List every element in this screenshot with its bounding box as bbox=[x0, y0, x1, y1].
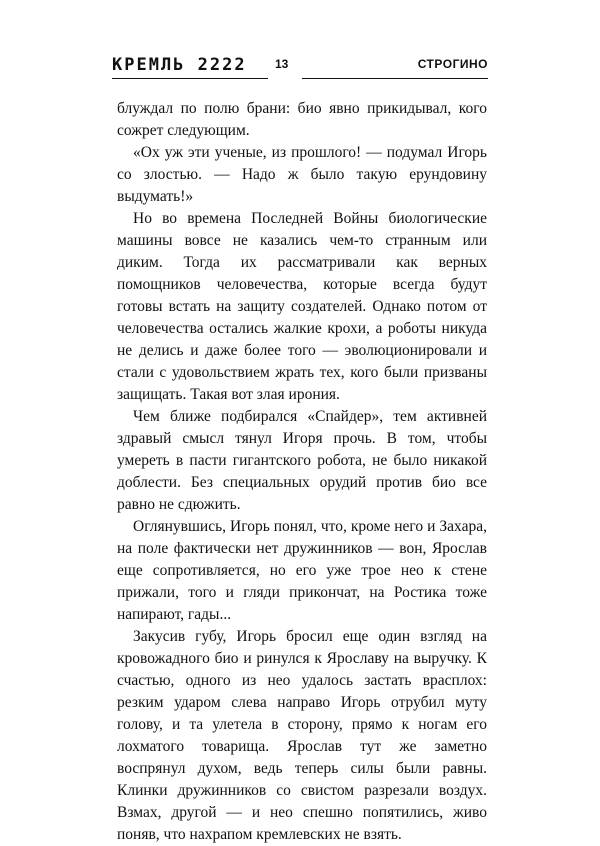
paragraph: «Ох уж эти ученые, из прошлого! — подумал Игорь со злостью. — Надо ж было такую ерундовину выдумать!» bbox=[117, 144, 487, 205]
paragraph: Закусив губу, Игорь бросил еще один взгляд на кровожадного био и ринулся к Ярославу на выручку. К счастью, одного из нео удалось застать врасплох: резким ударом слева направо Игорь отрубил муту голову, и та улетела в сторону, прямо к ногам его лохматого товарища. Ярослав тут же заметно воспрянул духом, ведь теперь силы были равны. Клинки дружинников со свистом разрезали воздух. Взмах, другой — и нео спешно попятились, живо поняв, что нахрапом кремлевских не взять. bbox=[117, 628, 487, 843]
paragraph: Чем ближе подбирался «Спайдер», тем активней здравый смысл тянул Игоря прочь. В том, чтобы умереть в пасти гигантского робота, не было никакой доблести. Без специальных орудий против био все равно не сдюжить. bbox=[117, 408, 487, 513]
paragraph: Но во времена Последней Войны биологические машины вовсе не казались чем-то странным или диким. Тогда их рассматривали как верных помощников человечества, которые всегда будут готовы встать на защиту создателей. Однако потом от человечества остались жалкие крохи, а роботы никуда не делись и даже более того — эволюционировали и стали с удовольствием жрать тех, кого были призваны защищать. Такая вот злая ирония. bbox=[117, 210, 487, 403]
paragraph: Оглянувшись, Игорь понял, что, кроме него и Захара, на поле фактически нет дружинников — вон, Ярослав еще сопротивляется, но его уже трое нео к стене прижали, того и гляди прикончат, на Ростика тоже напирают, гады... bbox=[117, 518, 487, 623]
paragraph: блуждал по полю брани: био явно прикидывал, кого сожрет следующим. bbox=[117, 100, 487, 139]
running-header bbox=[112, 54, 488, 80]
chapter-title: СТРОГИНО bbox=[417, 57, 488, 71]
page-number: 13 bbox=[275, 57, 289, 71]
series-title: КРЕМЛЬ 2222 bbox=[112, 55, 247, 75]
body-text bbox=[117, 98, 487, 846]
header-rule-left bbox=[112, 78, 268, 79]
header-rule-right bbox=[302, 78, 488, 79]
